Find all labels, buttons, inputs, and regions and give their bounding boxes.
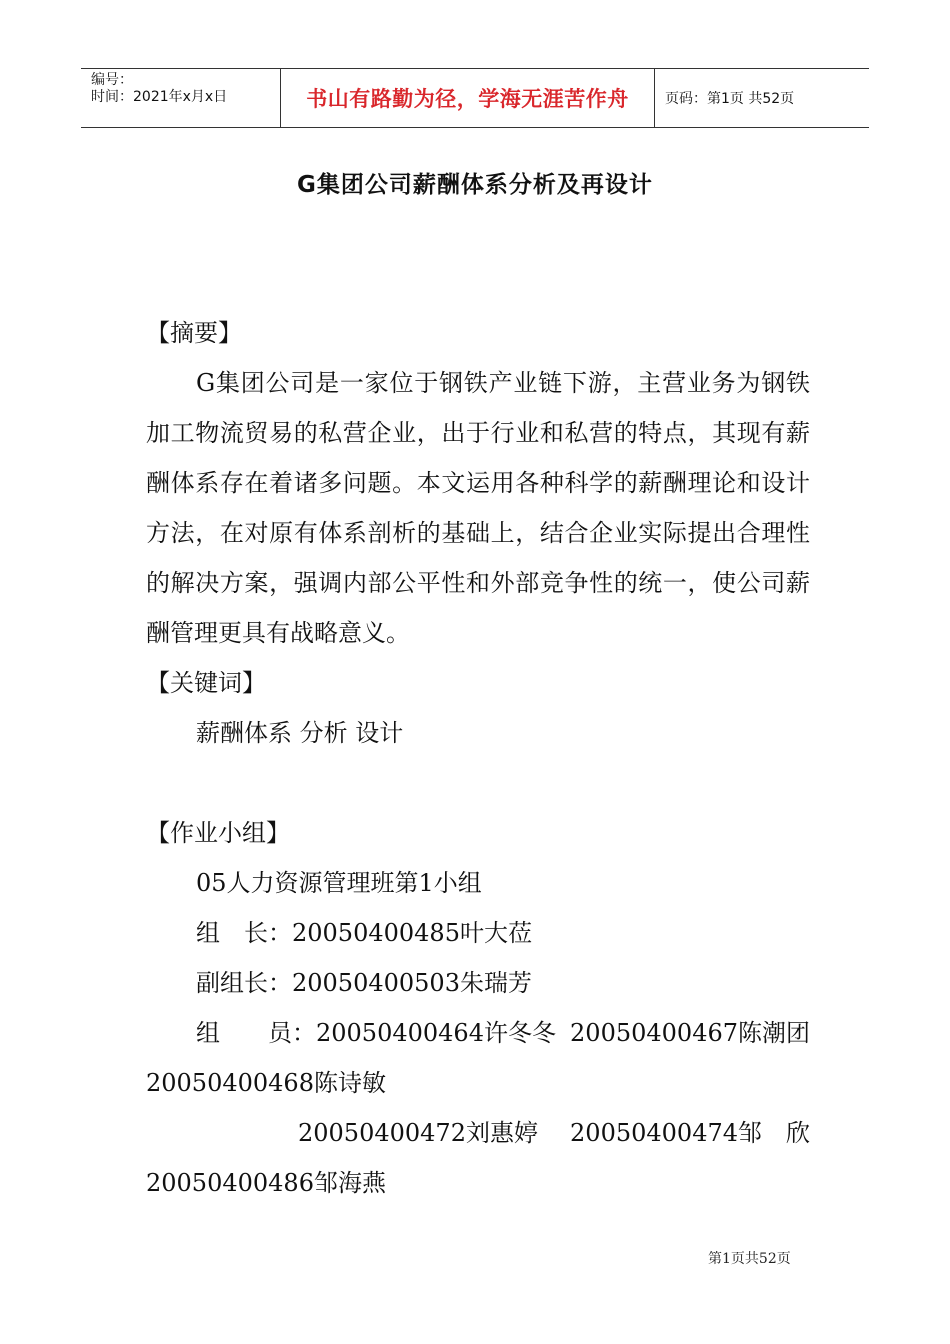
keywords-heading: 【关键词】 xyxy=(146,669,266,697)
group-leader: 组 长：20050400485叶大莅 xyxy=(196,919,532,947)
header-page-info: 页码：第1页 共52页 xyxy=(665,91,795,107)
number-label: 编号： xyxy=(91,72,133,88)
member-row xyxy=(146,1108,810,1158)
page-header xyxy=(81,68,869,128)
document-body xyxy=(146,308,810,1208)
member: 20050400472刘惠婷 xyxy=(298,1119,538,1147)
members-label: 组 员： xyxy=(196,1019,316,1047)
group-class-name: 05人力资源管理班第1小组 xyxy=(196,869,482,897)
abstract-body: G集团公司是一家位于钢铁产业链下游，主营业务为钢铁加工物流贸易的私营企业，出于行业和私营的特点，其现有薪酬体系存在着诸多问题。本文运用各种科学的薪酬理论和设计方法，在对原有体系剖析的基础上，结合企业实际提出合理性的解决方案，强调内部公平性和外部竞争性的统一，使公司薪酬管理更具有战略意义。 xyxy=(146,369,810,647)
document-title: G集团公司薪酬体系分析及再设计 xyxy=(297,172,653,198)
header-meta xyxy=(81,69,281,127)
group-vice-leader: 副组长：20050400503朱瑞芳 xyxy=(196,969,532,997)
member: 20050400467陈潮团 xyxy=(570,1019,810,1047)
member: 20050400486邹海燕 xyxy=(146,1169,386,1197)
member: 20050400464许冬冬 xyxy=(316,1019,556,1047)
abstract-heading: 【摘要】 xyxy=(146,319,242,347)
member: 20050400474邹 欣 xyxy=(570,1119,810,1147)
date-label: 时间：2021年x月x日 xyxy=(91,89,228,105)
keywords-body: 薪酬体系 分析 设计 xyxy=(196,719,404,747)
spacer xyxy=(146,758,810,808)
members-label-and-first xyxy=(196,1008,556,1058)
member-row xyxy=(146,1008,810,1058)
member: 20050400468陈诗敏 xyxy=(146,1069,386,1097)
header-motto: 书山有路勤为径，学海无涯苦作舟 xyxy=(281,69,655,127)
page-footer: 第1页共52页 xyxy=(708,1251,791,1267)
group-heading: 【作业小组】 xyxy=(146,819,290,847)
